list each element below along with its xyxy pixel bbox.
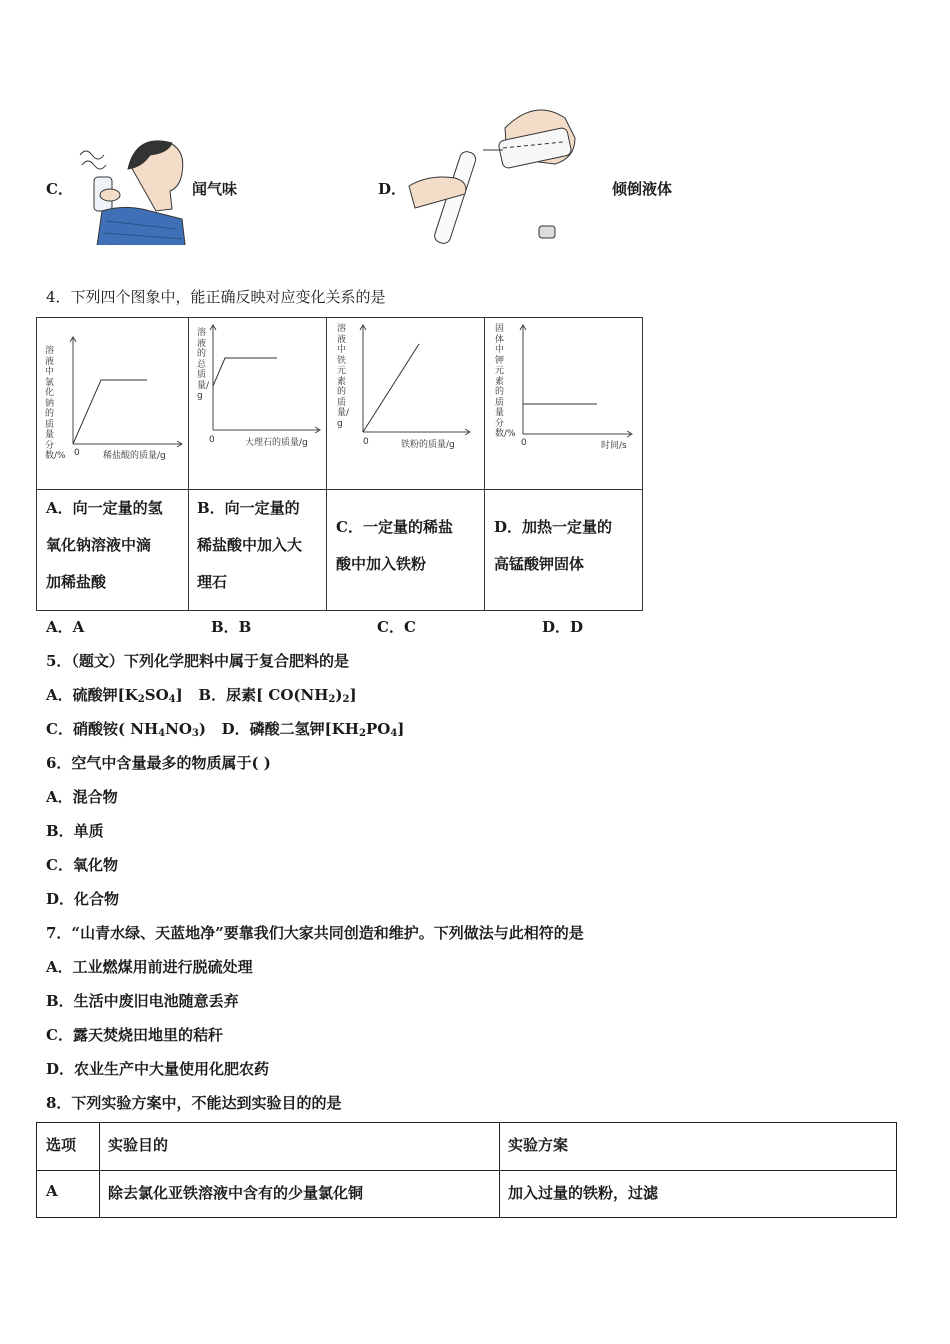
graph-d-desc: D．加热一定量的 高锰酸钾固体 <box>494 518 613 573</box>
question-4: 4．下列四个图象中，能正确反映对应变化关系的是 <box>46 288 386 306</box>
graph-a-xlabel: 稀盐酸的质量/g <box>103 451 166 461</box>
q6-option-a: A．混合物 <box>46 788 118 806</box>
option-d-label: 倾倒液体 <box>612 180 673 198</box>
question-8: 8．下列实验方案中，不能达到实验目的的是 <box>46 1094 342 1112</box>
table-cell-purpose: 除去氯化亚铁溶液中含有的少量氯化铜 <box>108 1184 364 1202</box>
option-c-label: 闻气味 <box>192 180 238 198</box>
q7-option-c: C．露天焚烧田地里的秸秆 <box>46 1026 223 1044</box>
table-cell-option: A <box>46 1182 58 1200</box>
graph-d-xlabel: 时间/s <box>601 441 627 451</box>
experiment-table <box>36 1122 897 1218</box>
graph-b-origin: 0 <box>209 435 215 445</box>
q6-option-b: B．单质 <box>46 822 104 840</box>
q4-option-c: C．C <box>377 618 416 636</box>
question-6: 6．空气中含量最多的物质属于( ) <box>46 754 271 772</box>
graph-b-desc: B．向一定量的 稀盐酸中加入大 理石 <box>197 499 303 591</box>
graph-c-xlabel: 铁粉的质量/g <box>401 440 455 450</box>
question-7: 7．“山青水绿、天蓝地净”要靠我们大家共同创造和维护。下列做法与此相符的是 <box>46 924 584 942</box>
option-c-letter: C． <box>46 180 73 198</box>
graph-c-desc: C．一定量的稀盐 酸中加入铁粉 <box>336 518 453 573</box>
graph-a-origin: 0 <box>74 448 80 458</box>
q6-option-d: D．化合物 <box>46 890 120 908</box>
graph-b <box>189 318 326 489</box>
q6-option-c: C．氧化物 <box>46 856 118 874</box>
q4-option-d: D．D <box>542 618 584 636</box>
graph-c-origin: 0 <box>363 437 369 447</box>
table-header-plan: 实验方案 <box>508 1136 569 1154</box>
q5-options-ab: A．硫酸钾$[K_2SO_4]$ B．尿素[ $CO(NH_2)_2$] <box>46 686 357 705</box>
graph-c-ylabel: 溶液中铁元素的质量/g <box>337 324 350 429</box>
smell-gas-illustration <box>72 125 190 245</box>
graph-table <box>36 317 643 611</box>
q7-option-a: A．工业燃煤用前进行脱硫处理 <box>46 958 253 976</box>
pour-liquid-illustration <box>405 98 585 248</box>
graph-a-desc: A．向一定量的氢 氧化钠溶液中滴 加稀盐酸 <box>46 499 163 591</box>
graph-d-ylabel: 固体中钾元素的质量分数/% <box>495 324 516 439</box>
graph-d-origin: 0 <box>521 438 527 448</box>
q7-option-d: D．农业生产中大量使用化肥农药 <box>46 1060 270 1078</box>
graph-a-ylabel: 溶液中氯化钠的质量分数/% <box>45 346 66 461</box>
table-header-option: 选项 <box>46 1136 77 1154</box>
table-header-purpose: 实验目的 <box>108 1136 169 1154</box>
graph-b-ylabel: 溶液的总质量/g <box>197 328 210 401</box>
graph-d <box>485 318 642 489</box>
q4-option-a: A．A <box>46 618 85 636</box>
q7-option-b: B．生活中废旧电池随意丢弃 <box>46 992 239 1010</box>
question-5: 5．（题文）下列化学肥料中属于复合肥料的是 <box>46 652 349 670</box>
q5-options-cd: C．硝酸铵( $NH_4NO_3$) D．磷酸二氢钾$[KH_2PO_4]$ <box>46 720 405 739</box>
graph-c <box>327 318 484 489</box>
option-d-letter: D． <box>378 180 407 198</box>
q4-option-b: B．B <box>211 618 252 636</box>
graph-a <box>37 318 188 489</box>
table-cell-plan: 加入过量的铁粉，过滤 <box>508 1184 659 1202</box>
graph-b-xlabel: 大理石的质量/g <box>245 438 308 448</box>
